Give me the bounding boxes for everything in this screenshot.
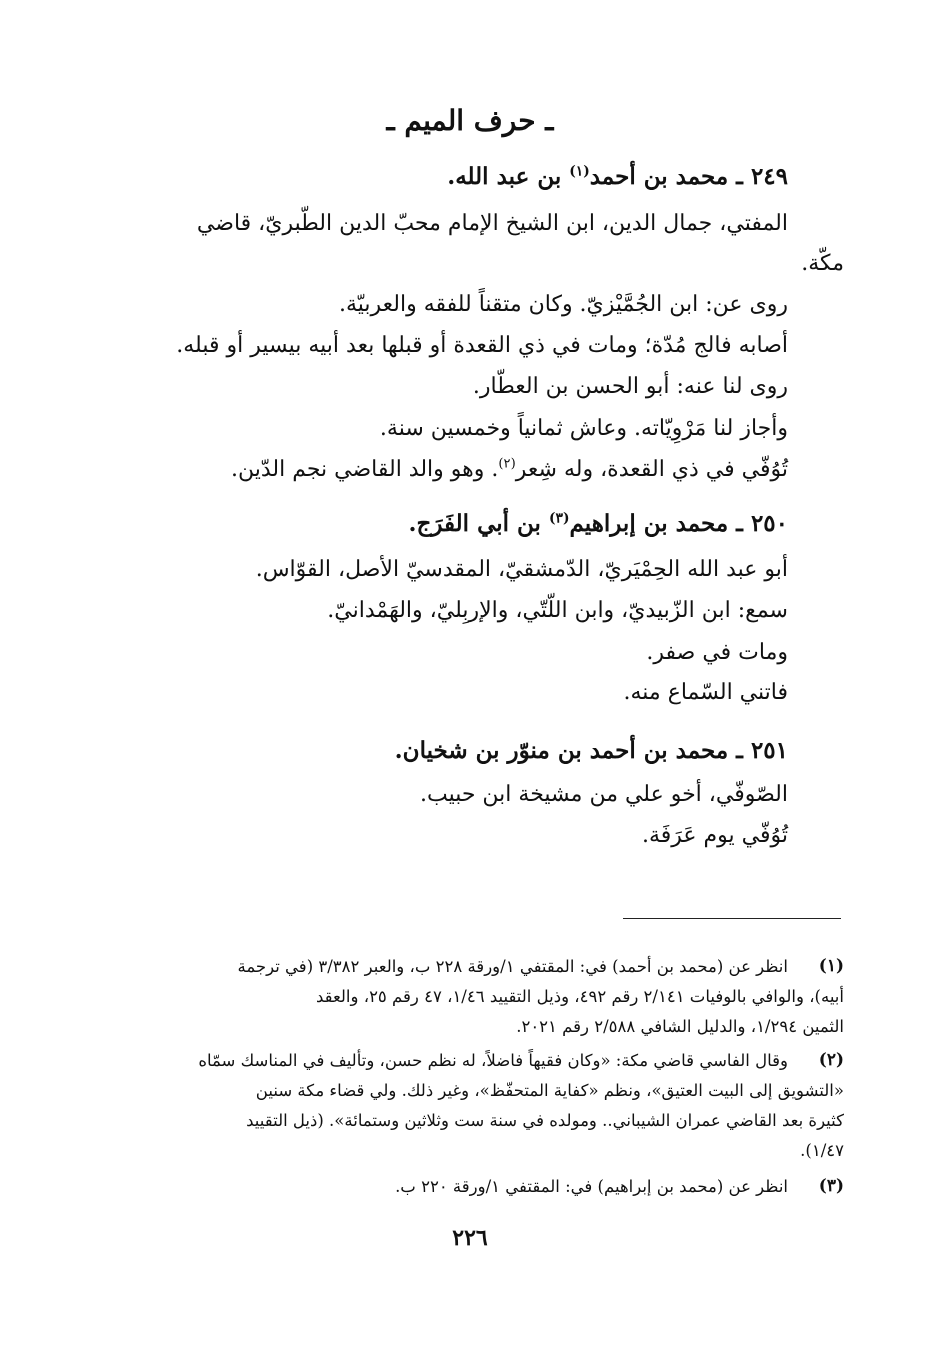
text-line: أبو عبد الله الحِمْيَريّ، الدّمشقيّ، المقدسيّ الأصل، القوّاس. xyxy=(255,557,788,582)
entry-heading-249 xyxy=(447,163,788,191)
footnote-line: «التشويق إلى البيت العتيق»، ونظم «كفاية المتحفّظ»، وغير ذلك. ولي قضاء مكة سنين xyxy=(255,1081,844,1100)
text-segment: . وهو والد القاضي نجم الدّين. xyxy=(230,457,499,482)
text-line: روى عن: ابن الجُمَّيْزيّ. وكان متقناً للفقه والعربيّة. xyxy=(338,292,788,317)
entry-heading-text: ٢٤٩ ـ محمد بن أحمد xyxy=(589,163,788,190)
footnote-line: انظر عن (محمد بن أحمد) في: المقتفي ١/ورقة ٢٢٨ ب، والعبر ٣/٣٨٢ (في ترجمة xyxy=(237,957,788,976)
text-line: الصّوفّي، أخو علي من مشيخة ابن حبيب. xyxy=(419,782,788,807)
text-line: روى لنا عنه: أبو الحسن بن العطّار. xyxy=(472,374,788,399)
footnote-number: (٣) xyxy=(818,1176,844,1196)
text-line xyxy=(231,457,788,483)
footnote-ref: (٢) xyxy=(498,456,516,472)
text-line: سمع: ابن الزّبيديّ، وابن اللّتّي، والإربِليّ، والهَمْدانيّ. xyxy=(327,598,788,623)
footnote-line: الثمين ١/٢٩٤، والدليل الشافي ٢/٥٨٨ رقم ٢٠٢١. xyxy=(516,1017,844,1036)
entry-heading-text: بن أبي الفَرَج. xyxy=(408,510,549,537)
entry-heading-251: ٢٥١ ـ محمد بن أحمد بن منوّر بن شخيان. xyxy=(394,737,788,764)
footnote-ref: (٣) xyxy=(548,510,570,527)
section-heading: ـ حرف الميم ـ xyxy=(386,104,554,137)
text-line: وأجاز لنا مَرْوِيّاته. وعاش ثمانياً وخمسين سنة. xyxy=(379,416,788,441)
page-number: ٢٢٦ xyxy=(452,1225,488,1251)
text-line: مكّة. xyxy=(801,251,844,276)
text-line: تُوُفّي يوم عَرَفَة. xyxy=(641,823,788,848)
footnote-line: ١/٤٧). xyxy=(800,1141,844,1160)
footnote-line: أبيه)، والوافي بالوفيات ٢/١٤١ رقم ٤٩٢، وذيل التقييد ١/٤٦، ٤٧ رقم ٢٥، والعقد xyxy=(315,987,844,1006)
text-line: ومات في صفر. xyxy=(646,640,788,665)
entry-heading-text: بن عبد الله. xyxy=(447,163,570,190)
footnote-line: كثيرة بعد القاضي عمران الشيباني.. ومولده في سنة ست وثلاثين وستمائة». (ذيل التقييد xyxy=(246,1111,844,1130)
text-segment: تُوُفّي في ذي القعدة، وله شِعر xyxy=(515,457,788,482)
footnote-divider xyxy=(623,918,841,919)
text-line: أصابه فالج مُدّة؛ ومات في ذي القعدة أو قبلها بعد أبيه بيسير أو قبله. xyxy=(176,333,788,358)
footnote-line: انظر عن (محمد بن إبراهيم) في: المقتفي ١/ورقة ٢٢٠ ب. xyxy=(395,1177,788,1196)
entry-heading-text: ٢٥٠ ـ محمد بن إبراهيم xyxy=(569,510,788,537)
footnote-ref: (١) xyxy=(569,163,590,180)
footnote-number: (٢) xyxy=(818,1050,844,1070)
entry-heading-250 xyxy=(409,510,789,538)
text-line: فاتني السّماع منه. xyxy=(623,680,788,705)
text-line: المفتي، جمال الدين، ابن الشيخ الإمام محبّ الدين الطّبريّ، قاضي xyxy=(196,211,788,236)
footnote-line: وقال الفاسي قاضي مكة: «وكان فقيهاً فاضلاً، له نظم حسن، وتأليف في المناسك سمّاه xyxy=(198,1051,788,1070)
footnote-number: (١) xyxy=(818,956,844,976)
